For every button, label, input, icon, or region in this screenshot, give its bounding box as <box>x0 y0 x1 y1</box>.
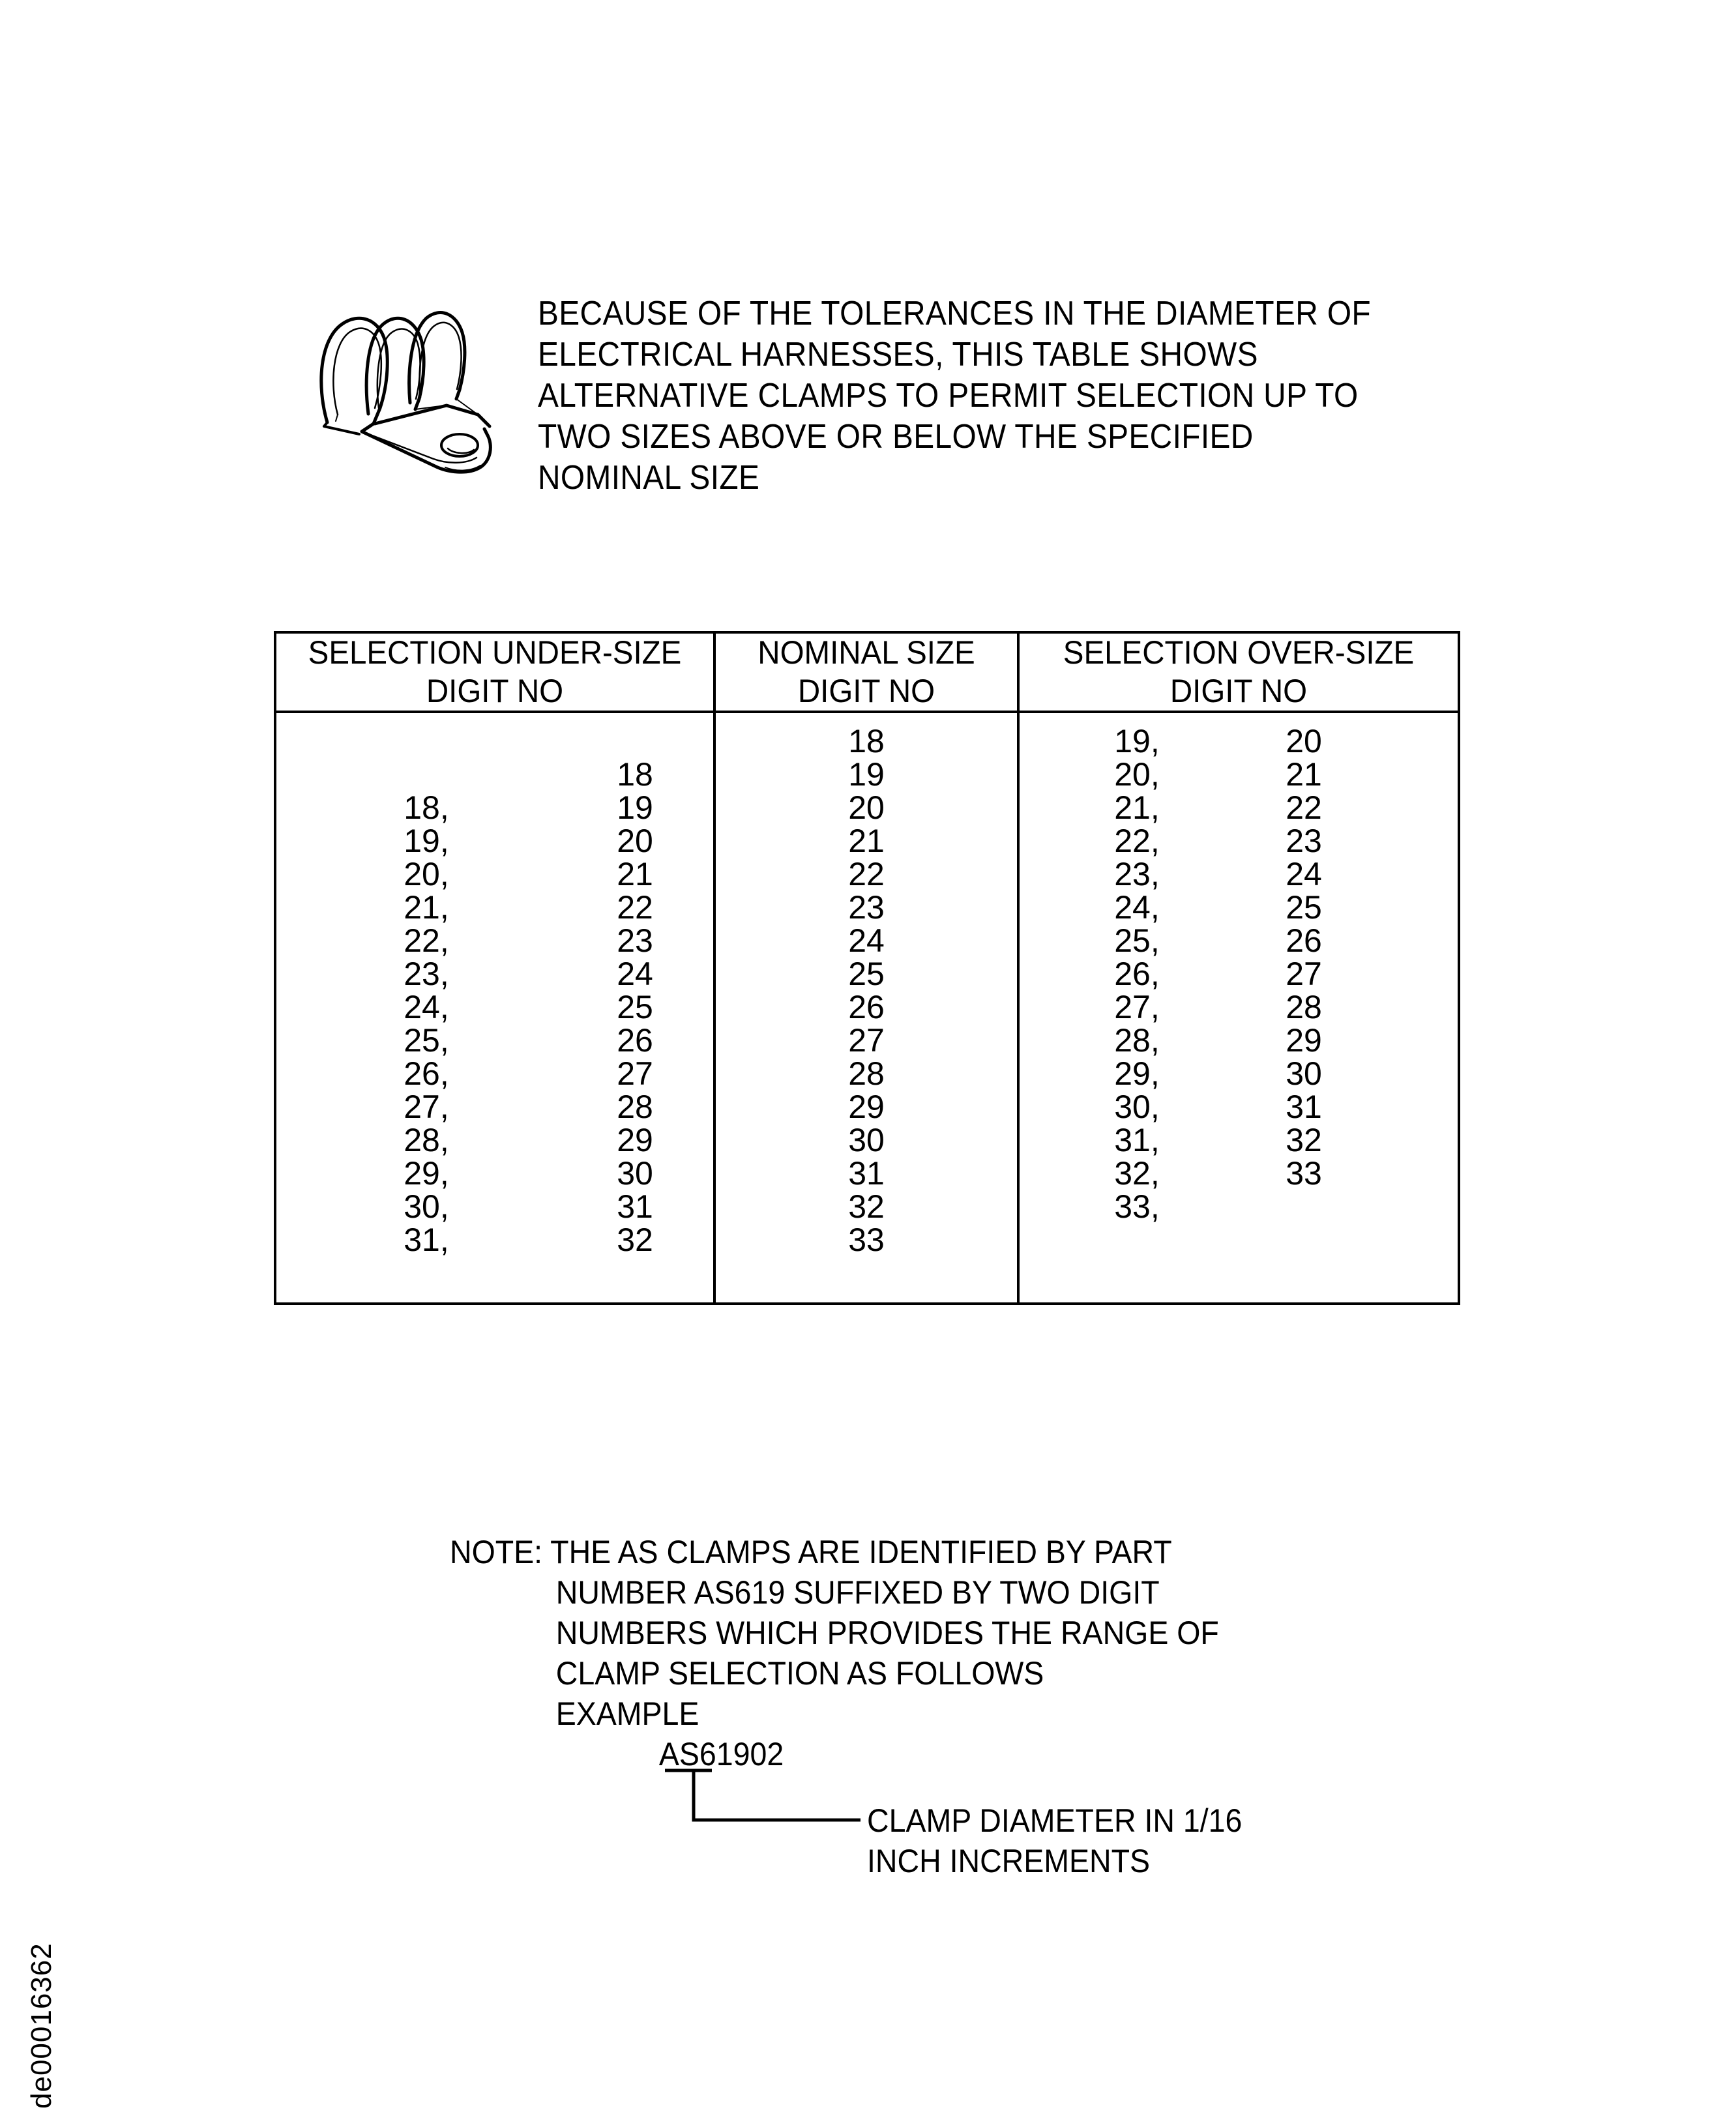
over-size-value-a: 23, <box>1114 856 1160 892</box>
nominal-size-value: 25 <box>848 956 885 992</box>
over-size-value-a: 20, <box>1114 756 1160 793</box>
table-row <box>1020 858 1458 891</box>
under-size-value-a: 26, <box>404 1055 449 1092</box>
under-size-spacer-top <box>276 713 713 725</box>
under-size-value-a: 24, <box>404 989 449 1025</box>
table-row <box>276 1091 713 1124</box>
under-size-value-b: 19 <box>617 789 653 826</box>
over-size-value-b: 27 <box>1286 956 1322 992</box>
table-row <box>1020 1124 1458 1157</box>
table-row <box>276 1157 713 1190</box>
table-row <box>1020 725 1458 758</box>
table-row <box>276 958 713 991</box>
table-row <box>276 858 713 891</box>
table-row <box>1020 991 1458 1024</box>
under-size-value-b: 26 <box>617 1022 653 1059</box>
table-row <box>276 1057 713 1091</box>
intro-section <box>297 287 1470 499</box>
table-row <box>276 1190 713 1224</box>
nominal-size-value: 27 <box>848 1022 885 1059</box>
under-size-value-a: 22, <box>404 922 449 959</box>
under-size-value-a: 30, <box>404 1188 449 1225</box>
under-size-value-b: 29 <box>617 1122 653 1158</box>
loop-clamp-illustration <box>297 287 499 482</box>
table-row <box>276 924 713 958</box>
under-size-value-list <box>276 725 713 1257</box>
over-size-value-b: 24 <box>1286 856 1322 892</box>
over-size-value-a: 24, <box>1114 889 1160 926</box>
under-size-spacer-bottom <box>276 1257 713 1302</box>
nominal-size-value: 18 <box>848 723 885 759</box>
under-size-value-b: 27 <box>617 1055 653 1092</box>
nominal-size-value: 19 <box>848 756 885 793</box>
under-size-value-a: 31, <box>404 1222 449 1258</box>
table-row <box>276 1224 713 1257</box>
over-size-value-a: 29, <box>1114 1055 1160 1092</box>
table-row <box>1020 1057 1458 1091</box>
nominal-size-value: 29 <box>848 1089 885 1125</box>
intro-line-2: ELECTRICAL HARNESSES, THIS TABLE SHOWS <box>538 336 1258 374</box>
clamp-selection-table <box>274 631 1460 1305</box>
header-nominal-size <box>714 634 1018 712</box>
header-selection-over-size <box>1018 634 1458 712</box>
note-line-3: NUMBERS WHICH PROVIDES THE RANGE OF <box>555 1615 1219 1651</box>
table-row <box>1020 924 1458 958</box>
under-size-value-b: 32 <box>617 1222 653 1258</box>
nominal-size-value: 23 <box>848 889 885 926</box>
under-size-value-b: 23 <box>617 922 653 959</box>
intro-line-5: NOMINAL SIZE <box>538 459 760 497</box>
nominal-size-value: 20 <box>848 789 885 826</box>
under-size-value-b <box>557 725 713 758</box>
header-nominal-size-line1: NOMINAL SIZE <box>758 634 975 671</box>
under-size-value-a: 28, <box>404 1122 449 1158</box>
over-size-value-b: 26 <box>1286 922 1322 959</box>
nominal-spacer-bottom <box>716 1257 1017 1302</box>
example-part-number: AS61902 <box>658 1736 784 1772</box>
table-row <box>1020 791 1458 825</box>
under-size-value-b: 22 <box>617 889 653 926</box>
over-size-value-b: 20 <box>1286 723 1322 759</box>
table-row <box>1020 958 1458 991</box>
over-size-value-b: 25 <box>1286 889 1322 926</box>
under-size-value-a: 21, <box>404 889 449 926</box>
nominal-size-value: 26 <box>848 989 885 1025</box>
nominal-size-value: 31 <box>848 1155 885 1192</box>
under-size-value-b: 31 <box>617 1188 653 1225</box>
note-line-4: CLAMP SELECTION AS FOLLOWS <box>555 1655 1044 1692</box>
nominal-size-value: 32 <box>848 1188 885 1225</box>
over-size-value-a: 27, <box>1114 989 1160 1025</box>
table-row <box>1020 1190 1458 1224</box>
column-selection-under-size <box>276 712 714 1302</box>
over-size-value-a: 26, <box>1114 956 1160 992</box>
nominal-size-value: 24 <box>848 922 885 959</box>
table-row <box>276 991 713 1024</box>
table-header-row <box>276 634 1458 712</box>
under-size-value-a <box>296 758 557 791</box>
callout-line-1: CLAMP DIAMETER IN 1/16 <box>867 1802 1243 1839</box>
nominal-size-value: 33 <box>848 1222 885 1258</box>
under-size-value-b: 20 <box>617 823 653 859</box>
under-size-value-a: 27, <box>404 1089 449 1125</box>
under-size-value-a: 19, <box>404 823 449 859</box>
nominal-size-value: 22 <box>848 856 885 892</box>
over-size-value-a <box>1033 1224 1241 1257</box>
under-size-value-b: 30 <box>617 1155 653 1192</box>
note-line-2: NUMBER AS619 SUFFIXED BY TWO DIGIT <box>555 1574 1160 1611</box>
table-row <box>1020 1024 1458 1057</box>
over-size-value-a: 30, <box>1114 1089 1160 1125</box>
over-size-value-b: 21 <box>1286 756 1322 793</box>
under-size-value-b: 25 <box>617 989 653 1025</box>
over-size-value-b: 23 <box>1286 823 1322 859</box>
over-size-value-b: 28 <box>1286 989 1322 1025</box>
over-size-value-list <box>1020 725 1458 1257</box>
over-size-value-a: 28, <box>1114 1022 1160 1059</box>
header-nominal-size-line2: DIGIT NO <box>797 673 935 709</box>
nominal-size-value: 30 <box>848 1122 885 1158</box>
intro-paragraph <box>538 287 1470 499</box>
document-id-label: de00016362 <box>25 1943 57 2109</box>
over-size-value-b: 31 <box>1286 1089 1322 1125</box>
table-row <box>1020 1157 1458 1190</box>
column-selection-over-size <box>1018 712 1458 1302</box>
under-size-value-a: 18, <box>404 789 449 826</box>
nominal-size-value: 28 <box>848 1055 885 1092</box>
note-section <box>450 1532 1428 1885</box>
over-size-value-a: 22, <box>1114 823 1160 859</box>
table-body-row <box>276 712 1458 1302</box>
over-size-value-a: 19, <box>1114 723 1160 759</box>
under-size-value-a: 20, <box>404 856 449 892</box>
over-size-value-a: 21, <box>1114 789 1160 826</box>
over-size-spacer-top <box>1020 713 1458 725</box>
under-size-value-a: 29, <box>404 1155 449 1192</box>
nominal-size-value: 21 <box>848 823 885 859</box>
header-under-size-line2: DIGIT NO <box>426 673 564 709</box>
callout-leader-group <box>450 1774 1428 1885</box>
note-line-5: EXAMPLE <box>555 1695 699 1732</box>
table-row <box>1020 758 1458 791</box>
under-size-value-b: 21 <box>617 856 653 892</box>
over-size-value-b: 32 <box>1286 1122 1322 1158</box>
header-under-size-line1: SELECTION UNDER-SIZE <box>308 634 682 671</box>
table-row <box>1020 1091 1458 1124</box>
table-row <box>276 891 713 924</box>
over-size-value-b: 29 <box>1286 1022 1322 1059</box>
over-size-spacer-bottom <box>1020 1257 1458 1302</box>
callout-line-2: INCH INCREMENTS <box>867 1843 1151 1879</box>
over-size-value-b: 22 <box>1286 789 1322 826</box>
intro-line-3: ALTERNATIVE CLAMPS TO PERMIT SELECTION UP TO <box>538 377 1359 415</box>
table-row <box>276 758 713 791</box>
table-row <box>276 1124 713 1157</box>
header-over-size-line1: SELECTION OVER-SIZE <box>1063 634 1415 671</box>
callout-text <box>867 1800 1271 1881</box>
note-line-1: NOTE: THE AS CLAMPS ARE IDENTIFIED BY PART <box>450 1534 1172 1570</box>
column-nominal-size <box>714 712 1018 1302</box>
over-size-value-a: 25, <box>1114 922 1160 959</box>
under-size-value-b: 24 <box>617 956 653 992</box>
intro-line-4: TWO SIZES ABOVE OR BELOW THE SPECIFIED <box>538 418 1254 456</box>
over-size-value-b: 30 <box>1286 1055 1322 1092</box>
over-size-value-a: 31, <box>1114 1122 1160 1158</box>
table-row <box>276 725 713 758</box>
under-size-value-a: 25, <box>404 1022 449 1059</box>
under-size-value-a <box>296 725 557 758</box>
table-row <box>1020 891 1458 924</box>
header-over-size-line2: DIGIT NO <box>1170 673 1308 709</box>
table-row <box>276 791 713 825</box>
under-size-value-a: 23, <box>404 956 449 992</box>
table-row <box>1020 825 1458 858</box>
over-size-value-b: 33 <box>1286 1155 1322 1192</box>
over-size-value-b <box>1241 1190 1366 1224</box>
table-row <box>1020 1224 1458 1257</box>
under-size-value-b: 18 <box>617 756 653 793</box>
header-selection-under-size <box>276 634 714 712</box>
nominal-size-value-list <box>716 725 1017 1257</box>
intro-line-1: BECAUSE OF THE TOLERANCES IN THE DIAMETER OF <box>538 295 1372 332</box>
over-size-value-a: 32, <box>1114 1155 1160 1192</box>
table-row <box>276 825 713 858</box>
over-size-value-b <box>1241 1224 1366 1257</box>
over-size-value-a: 33, <box>1114 1188 1160 1225</box>
under-size-value-b: 28 <box>617 1089 653 1125</box>
table-row <box>276 1024 713 1057</box>
